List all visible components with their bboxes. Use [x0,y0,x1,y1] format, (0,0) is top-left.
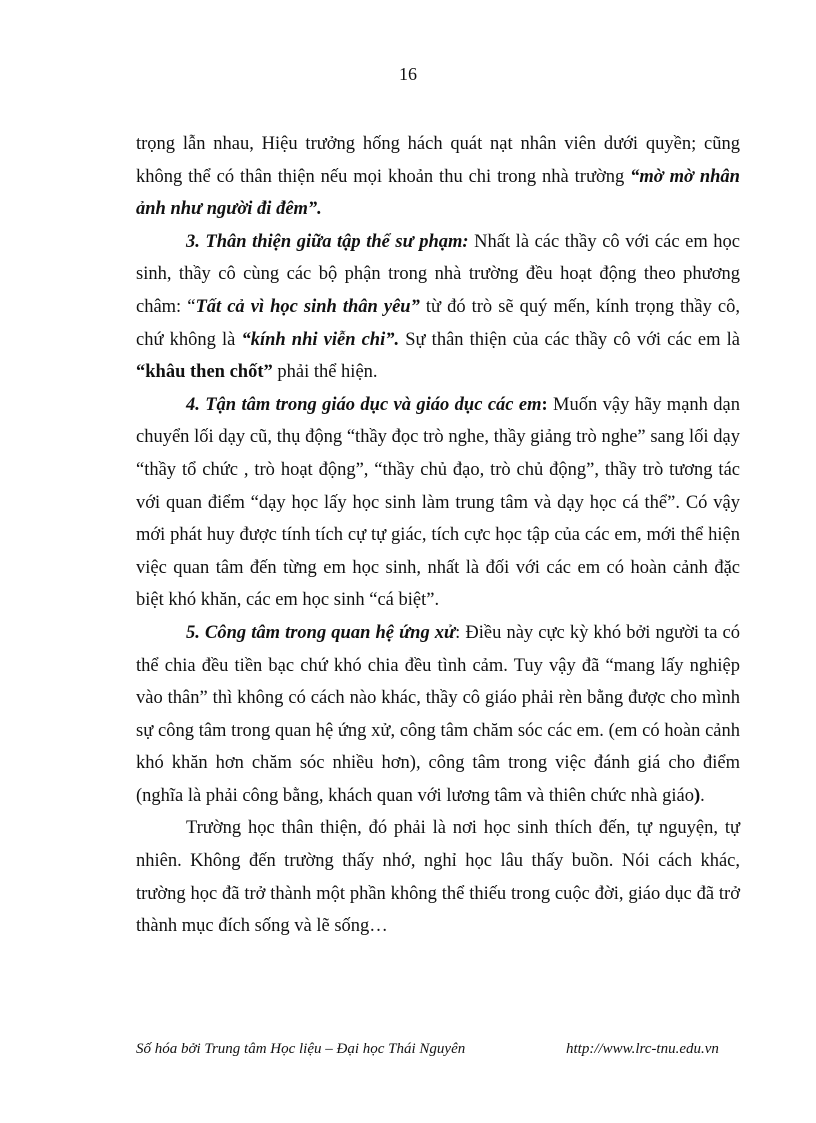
paragraph-4 [136,617,740,813]
document-body [136,128,740,943]
footer-url: http://www.lrc-tnu.edu.vn [566,1041,719,1057]
emphasis-run: Tất cả vì học sinh thân yêu” [195,296,420,317]
section-heading-3: 3. Thân thiện giữa tập thể sư phạm: [186,231,469,252]
text-run: Trường học thân thiện, đó phải là nơi học sinh thích đến, tự nguyện, tự nhiên. Không đến trường thấy nhớ, nghỉ học lâu thấy buồn. Nói cách khác, trường học đã trở thành một phần không thể thiếu trong cuộc đời, giáo dục đã trở thành mục đích sống và lẽ sống… [136,818,740,937]
paragraph-2 [136,226,740,389]
text-run: trọng lẫn nhau, Hiệu trưởng hống hách quát nạt nhân viên dưới quyền; cũng không thể có thân thiện nếu mọi khoản thu chi trong nhà trường [136,134,740,187]
paragraph-5 [136,812,740,942]
text-run: phải thể hiện. [272,362,378,383]
bold-run: “khâu then chốt” [136,362,273,383]
text-run: Muốn vậy hãy mạnh dạn chuyển lối dạy cũ, thụ động “thầy đọc trò nghe, thầy giảng trò nghe” sang lối dạy “thầy tổ chức , trò hoạt động”, “thầy chủ đạo, trò chủ động”, thầy trò tương tác với quan điểm “dạy học lấy học sinh làm trung tâm và dạy học cá thể”. Có vậy mới phát huy được tính tích cự tự giác, tích cực học tập của các em, mới thể hiện việc quan tâm đến từng em học sinh, nhất là đối với các em có hoàn cảnh đặc biệt khó khăn, các em học sinh “cá biệt”. [136,394,741,611]
text-run: từ đó trò sẽ quý mến, kính trọng thầy cô, chứ không là [136,296,740,350]
bold-run: ) [693,785,701,806]
text-run: Nhất là các thầy cô với các em học sinh, thầy cô cùng các bộ phận trong nhà trường đều hoạt động theo phương châm: “ [136,231,740,317]
text-run: Sự thân thiện của các thầy cô với các em là [399,329,740,350]
emphasis-run: “mờ mờ nhân ảnh như người đi đêm”. [136,166,740,220]
section-heading-5: 5. Công tâm trong quan hệ ứng xử [186,622,456,643]
footer-source: Số hóa bởi Trung tâm Học liệu – Đại học Thái Nguyên [136,1041,466,1057]
section-heading-4: 4. Tận tâm trong giáo dục và giáo dục các em [186,394,542,415]
text-run: . [700,785,705,806]
text-run: : Điều này cực kỳ khó bởi người ta có thể chia đều tiền bạc chứ khó chia đều tình cảm. Tuy vậy đã “mang lấy nghiệp vào thân” thì không có cách nào khác, thầy cô giáo phải rèn bằng được cho mình sự công tâm trong quan hệ ứng xử, công tâm chăm sóc các em. (em có hoàn cảnh khó khăn hơn chăm sóc nhiều hơn), công tâm trong việc đánh giá cho điểm (nghĩa là phải công bằng, khách quan với lương tâm và thiên chức nhà giáo [136,622,740,806]
emphasis-run: “kính nhi viễn chi”. [241,329,400,350]
paragraph-1 [136,128,740,226]
page-number: 16 [399,64,417,84]
bold-run: : [541,394,548,415]
paragraph-3 [136,389,740,617]
